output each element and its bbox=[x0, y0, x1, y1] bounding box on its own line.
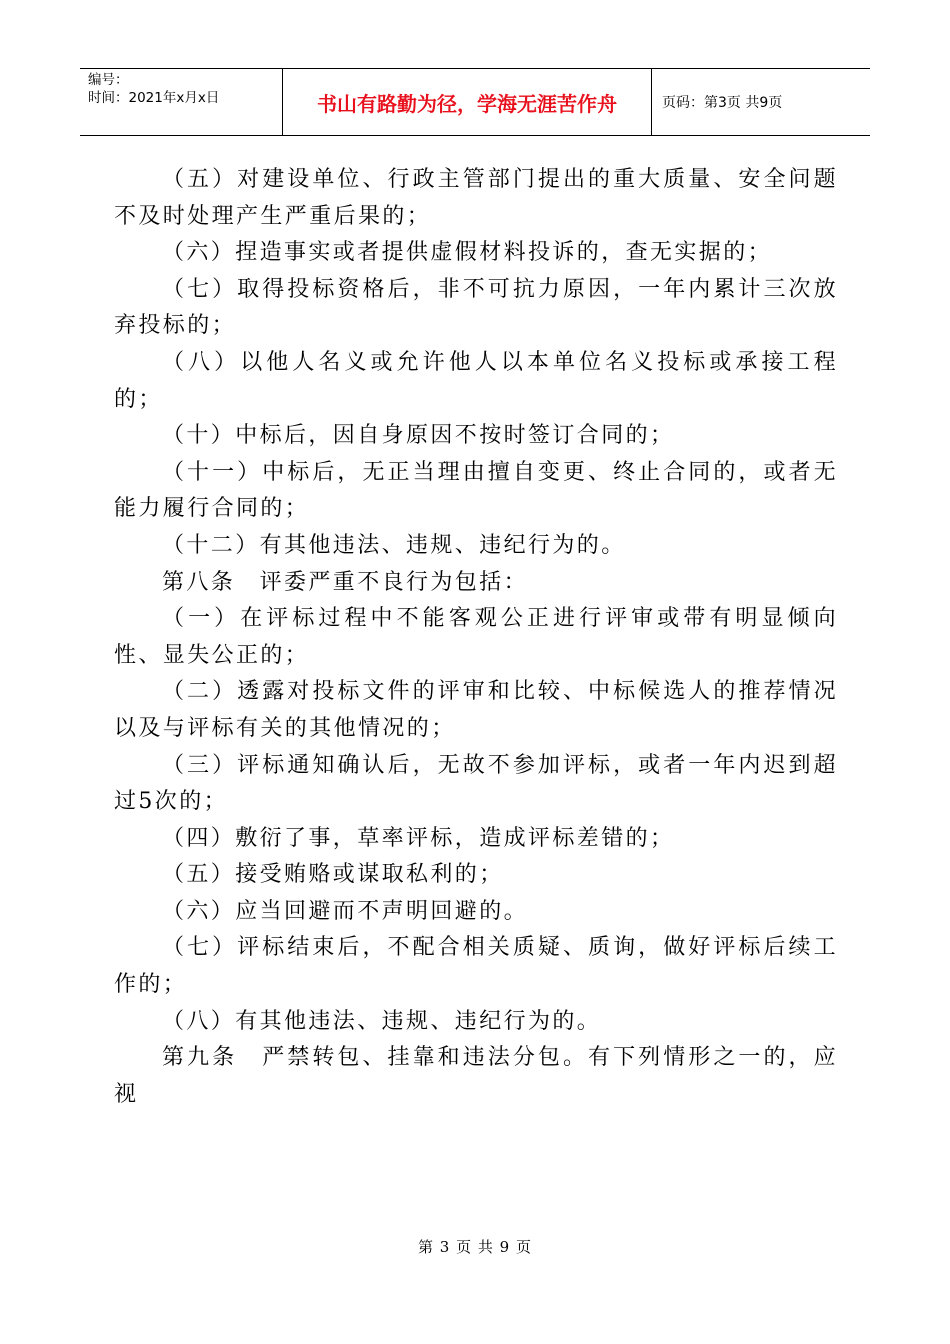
paragraph: （一）在评标过程中不能客观公正进行评审或带有明显倾向性、显失公正的； bbox=[114, 606, 838, 668]
page-header bbox=[80, 68, 870, 136]
paragraph: （七）评标结束后，不配合相关质疑、质询，做好评标后续工作的； bbox=[114, 935, 838, 998]
paragraph: （六）应当回避而不声明回避的。 bbox=[162, 898, 529, 924]
page-footer: 第 3 页 共 9 页 bbox=[418, 1238, 532, 1256]
header-motto: 书山有路勤为径，学海无涯苦作舟 bbox=[283, 69, 652, 135]
article-heading: 第九条 严禁转包、挂靠和违法分包。有下列情形之一的，应视 bbox=[114, 1045, 838, 1107]
paragraph: （三）评标通知确认后，无故不参加评标，或者一年内迟到超过5次的； bbox=[114, 752, 838, 815]
paragraph: （十二）有其他违法、违规、违纪行为的。 bbox=[162, 532, 626, 558]
header-meta bbox=[80, 69, 283, 135]
paragraph: （八）有其他违法、违规、违纪行为的。 bbox=[162, 1008, 602, 1034]
document-time: 时间：2021年x月x日 bbox=[88, 90, 220, 106]
paragraph: （十一）中标后，无正当理由擅自变更、终止合同的，或者无能力履行合同的； bbox=[114, 459, 838, 522]
article-heading: 第八条 评委严重不良行为包括： bbox=[162, 569, 529, 595]
paragraph: （五）对建设单位、行政主管部门提出的重大质量、安全问题不及时处理产生严重后果的； bbox=[114, 167, 838, 229]
paragraph: （十）中标后，因自身原因不按时签订合同的； bbox=[162, 423, 675, 449]
document-body bbox=[114, 162, 838, 1113]
paragraph: （八）以他人名义或允许他人以本单位名义投标或承接工程的； bbox=[114, 349, 838, 412]
paragraph: （二）透露对投标文件的评审和比较、中标候选人的推荐情况以及与评标有关的其他情况的； bbox=[114, 679, 838, 741]
paragraph: （五）接受贿赂或谋取私利的； bbox=[162, 862, 504, 888]
paragraph: （四）敷衍了事，草率评标，造成评标差错的； bbox=[162, 825, 675, 851]
paragraph: （六）捏造事实或者提供虚假材料投诉的，查无实据的； bbox=[162, 240, 773, 266]
header-page-info: 页码：第3页 共9页 bbox=[662, 95, 783, 111]
paragraph: （七）取得投标资格后，非不可抗力原因，一年内累计三次放弃投标的； bbox=[114, 276, 838, 339]
document-number-label: 编号： bbox=[88, 72, 129, 88]
